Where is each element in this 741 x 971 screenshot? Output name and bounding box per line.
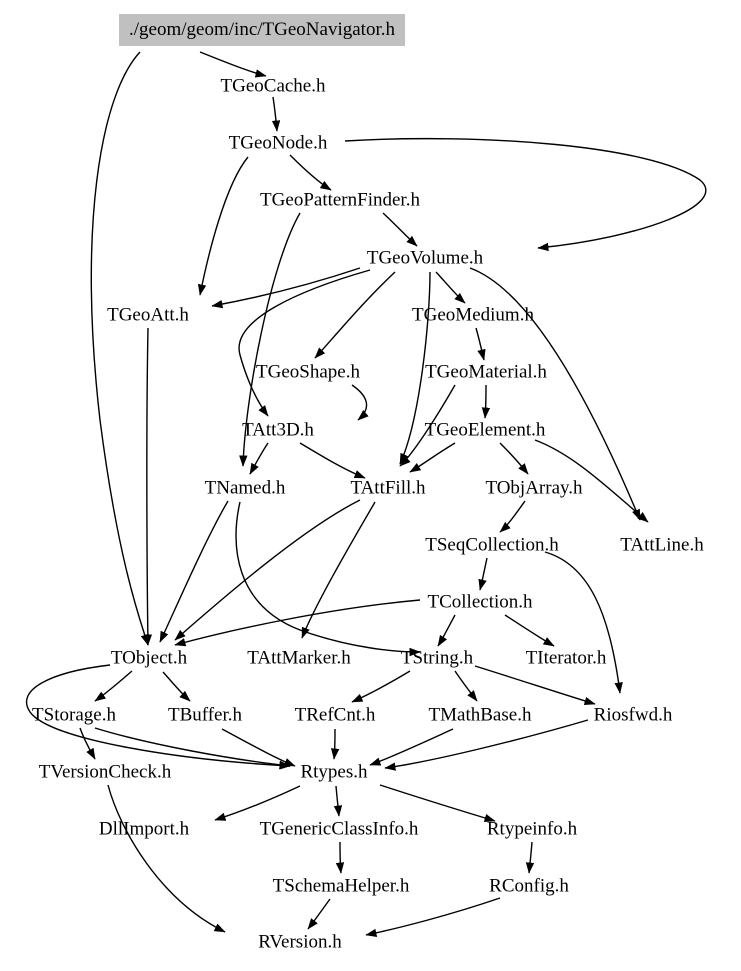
node-tattfill[interactable] [350,479,425,498]
node-label: TIterator.h [525,647,607,669]
node-label: Rtypeinfo.h [486,818,578,840]
node-label: TAtt3D.h [242,419,314,441]
node-label: TGeoElement.h [424,419,546,441]
node-label: TStorage.h [32,704,116,726]
node-tcollection[interactable] [427,593,532,612]
node-label: TGenericClassInfo.h [259,818,419,840]
node-tgeonode[interactable] [229,134,328,153]
node-tobject[interactable] [111,649,187,668]
node-label: TAttMarker.h [247,647,351,669]
node-tgenericclassinfo[interactable] [260,820,419,839]
node-label: RVersion.h [258,931,342,953]
node-tseqcollection[interactable] [425,536,559,555]
node-label: TObjArray.h [485,477,583,499]
node-label: TGeoPatternFinder.h [260,189,420,211]
node-tstring[interactable] [401,649,473,668]
node-label: ./geom/geom/inc/TGeoNavigator.h [129,19,395,40]
node-tgeoelement[interactable] [425,421,546,440]
node-tgeovolume[interactable] [367,249,483,268]
node-label: TString.h [400,647,474,669]
node-label: TSeqCollection.h [425,534,559,556]
node-label: RConfig.h [489,875,569,897]
node-label: TBuffer.h [167,704,243,726]
node-tattmarker[interactable] [247,649,350,668]
node-tgeoshape[interactable] [256,363,360,382]
node-label: DllImport.h [98,818,190,840]
node-tgeoatt[interactable] [107,306,189,325]
node-rtypes[interactable] [300,763,367,782]
node-titerator[interactable] [526,649,607,668]
node-tnamed[interactable] [205,479,286,498]
node-tmathbase[interactable] [429,706,532,725]
node-label: Rtypes.h [300,761,368,783]
node-label: TCollection.h [427,591,533,613]
node-tstorage[interactable] [32,706,116,725]
node-label: TAttLine.h [620,534,704,556]
node-rconfig[interactable] [489,877,569,896]
node-label: TGeoAtt.h [107,304,189,326]
node-label: TVersionCheck.h [38,761,172,783]
node-label: Riosfwd.h [593,704,673,726]
node-label: TRefCnt.h [294,704,376,726]
node-tgeomaterial[interactable] [425,363,547,382]
node-label: TMathBase.h [428,704,532,726]
node-tobjarray[interactable] [485,479,582,498]
node-label: TGeoMedium.h [412,304,534,326]
node-tgeocache[interactable] [221,77,326,96]
node-tgeonavigator[interactable] [119,14,405,46]
node-tgeopatternfinder[interactable] [260,191,420,210]
node-label: TGeoMaterial.h [425,361,547,383]
node-tversioncheck[interactable] [39,763,171,782]
node-tattline[interactable] [620,536,703,555]
node-rtypeinfo[interactable] [487,820,577,839]
node-riosfwd[interactable] [594,706,673,725]
node-label: TGeoCache.h [220,75,326,97]
node-label: TObject.h [110,647,188,669]
node-trefcnt[interactable] [295,706,376,725]
node-label: TGeoNode.h [228,132,328,154]
node-tgeomedium[interactable] [412,306,534,325]
node-label: TAttFill.h [350,477,426,499]
node-label: TGeoVolume.h [366,247,484,269]
node-label: TSchemaHelper.h [272,875,410,897]
node-dllimport[interactable] [99,820,189,839]
node-tbuffer[interactable] [168,706,242,725]
node-tschemahelper[interactable] [273,877,410,896]
node-label: TGeoShape.h [256,361,360,383]
node-label: TNamed.h [204,477,286,499]
node-rversion[interactable] [258,933,341,952]
node-tatt3d[interactable] [242,421,314,440]
